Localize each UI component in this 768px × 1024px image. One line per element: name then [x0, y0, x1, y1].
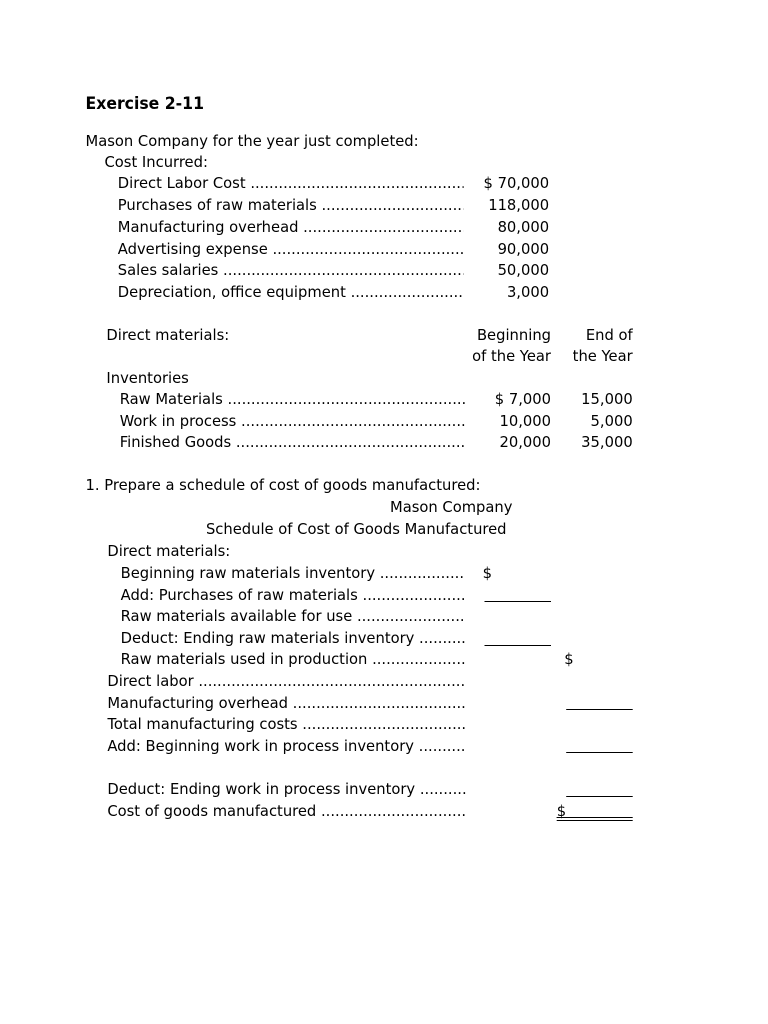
instruction-text: 1. Prepare a schedule of cost of goods manufactured: [85, 476, 481, 494]
inventory-beginning: 10,000 [499, 412, 551, 430]
col-end-line2: the Year [572, 347, 633, 365]
dollar-sign: $ [564, 650, 574, 668]
schedule-overhead: Manufacturing overhead ..... [107, 693, 465, 713]
intro-text: Mason Company for the year just completed: [85, 132, 419, 150]
dollar-sign: $ [556, 802, 567, 820]
direct-materials-label: Direct materials: [106, 326, 230, 344]
cost-item-label: Purchases of raw materials ..... [118, 195, 464, 215]
cost-item-amount: 50,000 [497, 261, 550, 279]
blank-line [566, 709, 633, 710]
cost-item-label: Manufacturing overhead ..... [118, 217, 464, 237]
inventory-beginning: 20,000 [499, 433, 551, 451]
cost-item-amount: 3,000 [506, 283, 550, 301]
inventory-row-label: Finished Goods ..... [120, 432, 466, 452]
schedule-total-mfg: Total manufacturing costs ..... [107, 714, 465, 734]
cost-item-amount: 80,000 [497, 218, 550, 236]
schedule-cogm: Cost of goods manufactured ..... [107, 801, 465, 821]
blank-line [485, 601, 552, 602]
blank-line [566, 752, 633, 753]
inventory-end: 35,000 [581, 433, 633, 451]
inventory-end: 15,000 [581, 390, 633, 408]
schedule-add-beg-wip: Add: Beginning work in process inventory ..... [107, 736, 465, 756]
schedule-beginning-raw: Beginning raw materials inventory ..... [121, 563, 466, 583]
col-end-line1: End of [585, 326, 633, 344]
cost-item-amount: $ 70,000 [483, 174, 550, 192]
inventory-beginning: $ 7,000 [494, 390, 551, 408]
schedule-deduct-ending-raw: Deduct: Ending raw materials inventory ..... [121, 628, 466, 648]
cost-item-label: Depreciation, office equipment ..... [118, 282, 464, 302]
col-beginning-line1: Beginning [476, 326, 551, 344]
cost-incurred-heading: Cost Incurred: [104, 153, 208, 171]
schedule-available: Raw materials available for use ..... [121, 606, 466, 626]
inventory-end: 5,000 [590, 412, 633, 430]
double-underline [557, 820, 633, 821]
cost-item-amount: 90,000 [497, 240, 550, 258]
inventory-row-label: Work in process ..... [120, 411, 466, 431]
schedule-title: Schedule of Cost of Goods Manufactured [205, 520, 507, 538]
schedule-add-purchases: Add: Purchases of raw materials ..... [121, 585, 466, 605]
schedule-dm-heading: Direct materials: [107, 542, 231, 560]
col-beginning-line2: of the Year [472, 347, 551, 365]
blank-line [566, 796, 633, 797]
schedule-direct-labor: Direct labor ..... [107, 671, 465, 691]
cost-item-label: Advertising expense ..... [118, 239, 464, 259]
exercise-title: Exercise 2-11 [85, 94, 204, 113]
dollar-sign: $ [482, 564, 492, 582]
cost-item-label: Sales salaries ..... [118, 260, 464, 280]
cost-item-amount: 118,000 [488, 196, 550, 214]
inventory-row-label: Raw Materials ..... [120, 389, 466, 409]
blank-line [485, 645, 552, 646]
schedule-company: Mason Company [390, 498, 513, 516]
schedule-deduct-end-wip: Deduct: Ending work in process inventory ..... [107, 779, 465, 799]
double-underline [557, 817, 633, 818]
schedule-used: Raw materials used in production ..... [121, 649, 466, 669]
cost-item-label: Direct Labor Cost ..... [118, 173, 464, 193]
inventories-heading: Inventories [106, 369, 189, 387]
